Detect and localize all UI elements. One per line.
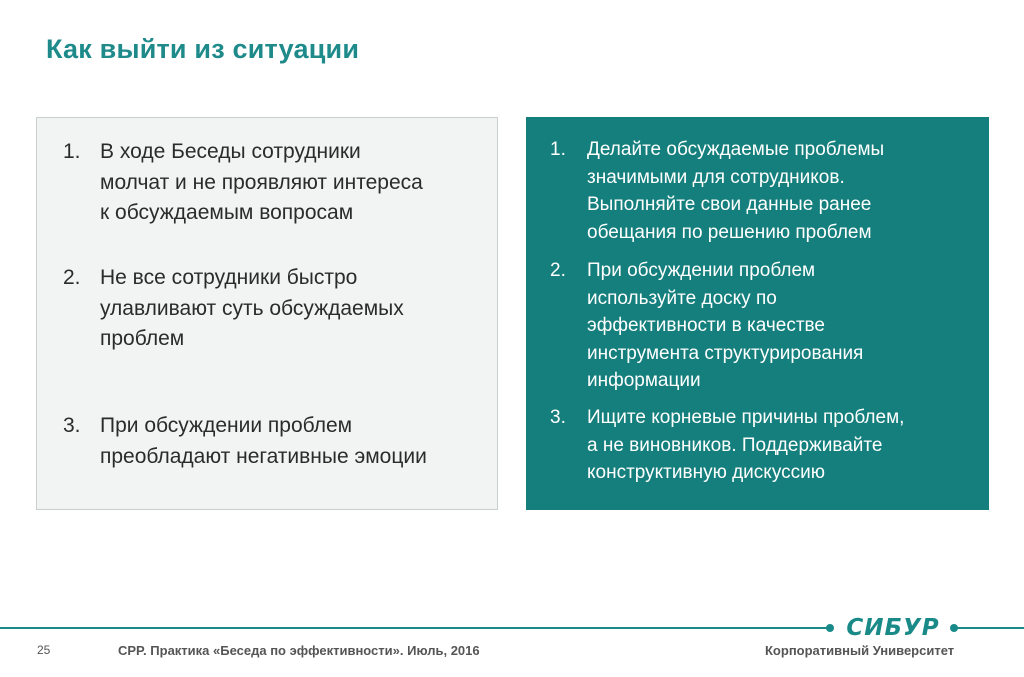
problem-item-number: 1. — [63, 140, 81, 163]
solution-item-2 — [550, 257, 986, 395]
footer-dot — [826, 624, 834, 632]
solution-item-1 — [550, 136, 986, 246]
problem-item-2 — [63, 263, 493, 355]
footer-divider-end — [957, 627, 1024, 629]
solution-item-3 — [550, 404, 986, 487]
footer-caption: CPP. Практика «Беседа по эффективности». Июль, 2016 — [118, 643, 480, 658]
slide-title: Как выйти из ситуации — [46, 34, 360, 64]
footer-divider — [0, 627, 830, 629]
solution-item-number: 1. — [550, 139, 566, 160]
solution-item-text: При обсуждении проблем используйте доску по эффективности в качестве инструмента структурирования информации — [587, 260, 864, 391]
solution-item-text: Ищите корневые причины проблем, а не виновников. Поддерживайте конструктивную дискуссию — [587, 407, 905, 483]
problem-item-number: 2. — [63, 266, 81, 289]
footer-organization: Корпоративный Университет — [765, 643, 955, 658]
sibur-logo — [839, 614, 947, 642]
solution-item-text: Делайте обсуждаемые проблемы значимыми для сотрудников. Выполняйте свои данные ранее обещания по решению проблем — [587, 139, 885, 243]
problem-item-text: Не все сотрудники быстро улавливают суть обсуждаемых проблем — [100, 266, 404, 350]
problems-panel — [36, 117, 498, 510]
page-number: 25 — [37, 643, 51, 657]
logo-text: СИБУР — [846, 615, 940, 641]
problem-item-number: 3. — [63, 414, 81, 437]
problem-item-1 — [63, 137, 493, 229]
solution-item-number: 3. — [550, 407, 566, 428]
problem-item-3 — [63, 411, 493, 472]
solution-item-number: 2. — [550, 260, 566, 281]
problem-item-text: В ходе Беседы сотрудники молчат и не проявляют интереса к обсуждаемым вопросам — [100, 140, 423, 224]
solutions-panel — [526, 117, 989, 510]
problem-item-text: При обсуждении проблем преобладают негативные эмоции — [100, 414, 427, 468]
